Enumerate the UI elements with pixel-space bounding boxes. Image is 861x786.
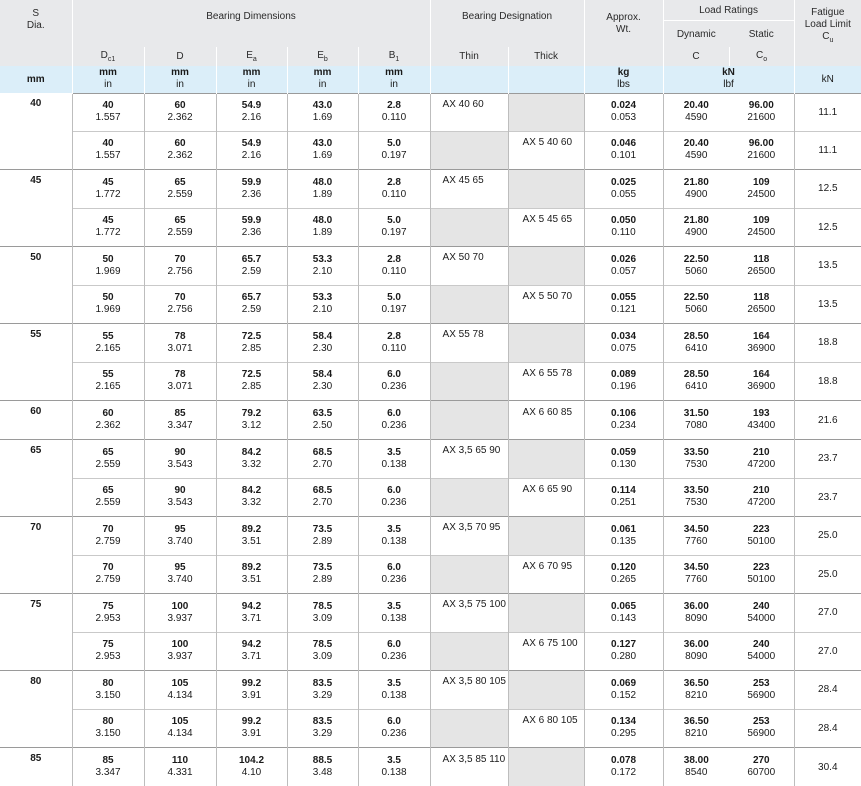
cell-d: 65 2.559 [144, 170, 216, 209]
unit-ea: mm in [216, 66, 287, 93]
cell-shaft: 40 [0, 93, 72, 131]
cell-wt: 0.050 0.110 [584, 208, 663, 247]
cell-eb: 68.5 2.70 [287, 440, 358, 479]
cell-co: 253 56900 [729, 671, 794, 710]
cell-thin: AX 3,5 65 90 [430, 440, 508, 479]
cell-c: 33.50 7530 [663, 478, 729, 517]
cell-cu: 30.4 [794, 748, 861, 786]
cell-thin [430, 478, 508, 517]
header-eb: $E_b$ [287, 47, 358, 66]
cell-eb: 83.5 3.29 [287, 671, 358, 710]
cell-cu: 23.7 [794, 440, 861, 479]
cell-dct: 80 3.150 [72, 671, 144, 710]
cell-b1: 3.5 0.138 [358, 748, 430, 786]
cell-b1: 2.8 0.110 [358, 324, 430, 363]
unit-dct: mm in [72, 66, 144, 93]
cell-shaft: 45 [0, 170, 72, 209]
cell-cu: 18.8 [794, 362, 861, 401]
cell-wt: 0.034 0.075 [584, 324, 663, 363]
unit-b1: mm in [358, 66, 430, 93]
cell-d: 78 3.071 [144, 362, 216, 401]
header-load-ratings: Load Ratings [663, 0, 794, 21]
cell-c: 36.00 8090 [663, 632, 729, 671]
cell-thin: AX 3,5 80 105 [430, 671, 508, 710]
cell-co: 253 56900 [729, 709, 794, 748]
cell-dct: 80 3.150 [72, 709, 144, 748]
cell-d: 100 3.937 [144, 632, 216, 671]
cell-thick [508, 594, 584, 633]
table-row [0, 131, 861, 170]
cell-co: 96.00 21600 [729, 93, 794, 131]
cell-thin [430, 285, 508, 324]
cell-b1: 6.0 0.236 [358, 401, 430, 440]
table-row [0, 671, 861, 710]
cell-shaft: 60 [0, 401, 72, 440]
cell-cu: 28.4 [794, 671, 861, 710]
cell-b1: 2.8 0.110 [358, 93, 430, 131]
cell-thick: AX 5 40 60 [508, 131, 584, 170]
cell-wt: 0.134 0.295 [584, 709, 663, 748]
cell-c: 36.50 8210 [663, 671, 729, 710]
cell-thick: AX 5 50 70 [508, 285, 584, 324]
cell-thin [430, 632, 508, 671]
cell-eb: 53.3 2.10 [287, 285, 358, 324]
cell-cu: 13.5 [794, 285, 861, 324]
cell-co: 118 26500 [729, 247, 794, 286]
cell-wt: 0.120 0.265 [584, 555, 663, 594]
cell-c: 33.50 7530 [663, 440, 729, 479]
cell-eb: 73.5 2.89 [287, 555, 358, 594]
cell-co: 270 60700 [729, 748, 794, 786]
table-row [0, 555, 861, 594]
cell-d: 70 2.756 [144, 285, 216, 324]
cell-eb: 53.3 2.10 [287, 247, 358, 286]
cell-thick [508, 671, 584, 710]
cell-wt: 0.127 0.280 [584, 632, 663, 671]
cell-ea: 72.5 2.85 [216, 362, 287, 401]
cell-d: 65 2.559 [144, 208, 216, 247]
cell-eb: 78.5 3.09 [287, 594, 358, 633]
cell-shaft [0, 632, 72, 671]
cell-shaft: 55 [0, 324, 72, 363]
cell-c: 21.80 4900 [663, 170, 729, 209]
cell-shaft [0, 131, 72, 170]
cell-c: 34.50 7760 [663, 517, 729, 556]
cell-cu: 18.8 [794, 324, 861, 363]
cell-eb: 43.0 1.69 [287, 131, 358, 170]
cell-c: 20.40 4590 [663, 131, 729, 170]
cell-thick [508, 93, 584, 131]
header-co: $C_o$ [729, 47, 794, 66]
cell-thick: AX 5 45 65 [508, 208, 584, 247]
cell-shaft [0, 555, 72, 594]
header-d: D [144, 47, 216, 66]
cell-cu: 25.0 [794, 555, 861, 594]
cell-eb: 73.5 2.89 [287, 517, 358, 556]
cell-thin: AX 3,5 85 110 [430, 748, 508, 786]
unit-load: kN lbf [663, 66, 794, 93]
table-row [0, 440, 861, 479]
cell-b1: 6.0 0.236 [358, 632, 430, 671]
cell-ea: 59.9 2.36 [216, 208, 287, 247]
cell-d: 95 3.740 [144, 517, 216, 556]
unit-d: mm in [144, 66, 216, 93]
table-row [0, 594, 861, 633]
cell-shaft: 50 [0, 247, 72, 286]
cell-thick [508, 324, 584, 363]
cell-d: 78 3.071 [144, 324, 216, 363]
cell-dct: 70 2.759 [72, 555, 144, 594]
cell-co: 109 24500 [729, 208, 794, 247]
cell-thin [430, 131, 508, 170]
cell-eb: 58.4 2.30 [287, 362, 358, 401]
cell-b1: 5.0 0.197 [358, 131, 430, 170]
cell-thin [430, 401, 508, 440]
cell-cu: 27.0 [794, 632, 861, 671]
cell-cu: 11.1 [794, 131, 861, 170]
cell-co: 240 54000 [729, 594, 794, 633]
cell-shaft: 65 [0, 440, 72, 479]
header-ea: $E_a$ [216, 47, 287, 66]
cell-dct: 65 2.559 [72, 478, 144, 517]
cell-ea: 65.7 2.59 [216, 285, 287, 324]
cell-cu: 25.0 [794, 517, 861, 556]
cell-cu: 12.5 [794, 208, 861, 247]
cell-dct: 60 2.362 [72, 401, 144, 440]
cell-eb: 43.0 1.69 [287, 93, 358, 131]
cell-b1: 3.5 0.138 [358, 440, 430, 479]
cell-thick: AX 6 60 85 [508, 401, 584, 440]
cell-b1: 6.0 0.236 [358, 362, 430, 401]
cell-ea: 65.7 2.59 [216, 247, 287, 286]
cell-thin [430, 362, 508, 401]
cell-shaft [0, 285, 72, 324]
cell-ea: 89.2 3.51 [216, 555, 287, 594]
cell-co: 164 36900 [729, 362, 794, 401]
cell-ea: 84.2 3.32 [216, 478, 287, 517]
cell-c: 28.50 6410 [663, 362, 729, 401]
table-row [0, 93, 861, 131]
cell-wt: 0.026 0.057 [584, 247, 663, 286]
units-row [0, 66, 861, 93]
table-row [0, 748, 861, 786]
cell-dct: 55 2.165 [72, 362, 144, 401]
cell-b1: 2.8 0.110 [358, 170, 430, 209]
table-row [0, 170, 861, 209]
cell-b1: 6.0 0.236 [358, 555, 430, 594]
header-thick: Thick [508, 47, 584, 66]
cell-thick: AX 6 70 95 [508, 555, 584, 594]
header-static: Static [729, 21, 794, 47]
cell-wt: 0.025 0.055 [584, 170, 663, 209]
cell-b1: 5.0 0.197 [358, 208, 430, 247]
cell-thick: AX 6 55 78 [508, 362, 584, 401]
cell-co: 240 54000 [729, 632, 794, 671]
cell-wt: 0.078 0.172 [584, 748, 663, 786]
cell-d: 110 4.331 [144, 748, 216, 786]
cell-thin [430, 555, 508, 594]
cell-shaft: 75 [0, 594, 72, 633]
table-row [0, 632, 861, 671]
unit-eb: mm in [287, 66, 358, 93]
cell-eb: 48.0 1.89 [287, 208, 358, 247]
cell-c: 36.00 8090 [663, 594, 729, 633]
cell-ea: 94.2 3.71 [216, 594, 287, 633]
cell-wt: 0.059 0.130 [584, 440, 663, 479]
cell-c: 34.50 7760 [663, 555, 729, 594]
cell-dct: 45 1.772 [72, 170, 144, 209]
cell-c: 31.50 7080 [663, 401, 729, 440]
table-row [0, 324, 861, 363]
header-b1: $B_1$ [358, 47, 430, 66]
cell-c: 21.80 4900 [663, 208, 729, 247]
cell-d: 105 4.134 [144, 709, 216, 748]
cell-co: 210 47200 [729, 440, 794, 479]
cell-shaft [0, 478, 72, 517]
cell-thin: AX 40 60 [430, 93, 508, 131]
cell-d: 85 3.347 [144, 401, 216, 440]
cell-co: 210 47200 [729, 478, 794, 517]
cell-thick [508, 247, 584, 286]
header-fatigue-load-limit: Fatigue Load Limit $C_u$ [794, 0, 861, 47]
cell-thick: AX 6 75 100 [508, 632, 584, 671]
cell-ea: 99.2 3.91 [216, 709, 287, 748]
cell-dct: 40 1.557 [72, 93, 144, 131]
header-dynamic: Dynamic [663, 21, 729, 47]
cell-co: 164 36900 [729, 324, 794, 363]
cell-dct: 40 1.557 [72, 131, 144, 170]
cell-b1: 6.0 0.236 [358, 709, 430, 748]
cell-wt: 0.089 0.196 [584, 362, 663, 401]
table-row [0, 517, 861, 556]
cell-thick: AX 6 80 105 [508, 709, 584, 748]
cell-shaft [0, 362, 72, 401]
cell-ea: 72.5 2.85 [216, 324, 287, 363]
cell-d: 100 3.937 [144, 594, 216, 633]
cell-eb: 88.5 3.48 [287, 748, 358, 786]
cell-cu: 23.7 [794, 478, 861, 517]
cell-b1: 2.8 0.110 [358, 247, 430, 286]
cell-cu: 28.4 [794, 709, 861, 748]
cell-wt: 0.061 0.135 [584, 517, 663, 556]
unit-wt: kg lbs [584, 66, 663, 93]
cell-ea: 84.2 3.32 [216, 440, 287, 479]
cell-eb: 83.5 3.29 [287, 709, 358, 748]
cell-eb: 58.4 2.30 [287, 324, 358, 363]
cell-thick: AX 6 65 90 [508, 478, 584, 517]
cell-c: 38.00 8540 [663, 748, 729, 786]
cell-thick [508, 748, 584, 786]
header-bearing-dimensions: Bearing Dimensions [72, 0, 430, 47]
cell-shaft: 85 [0, 748, 72, 786]
cell-b1: 3.5 0.138 [358, 594, 430, 633]
cell-b1: 3.5 0.138 [358, 671, 430, 710]
table-body [0, 93, 861, 786]
cell-d: 60 2.362 [144, 93, 216, 131]
cell-shaft [0, 709, 72, 748]
cell-dct: 45 1.772 [72, 208, 144, 247]
cell-dct: 55 2.165 [72, 324, 144, 363]
cell-dct: 50 1.969 [72, 285, 144, 324]
cell-dct: 75 2.953 [72, 632, 144, 671]
unit-fatigue: kN [794, 66, 861, 93]
cell-thick [508, 170, 584, 209]
cell-thin [430, 709, 508, 748]
cell-dct: 85 3.347 [72, 748, 144, 786]
cell-ea: 54.9 2.16 [216, 93, 287, 131]
cell-d: 60 2.362 [144, 131, 216, 170]
header-bearing-designation: Bearing Designation [430, 0, 584, 47]
cell-eb: 78.5 3.09 [287, 632, 358, 671]
cell-shaft: 70 [0, 517, 72, 556]
cell-dct: 65 2.559 [72, 440, 144, 479]
cell-wt: 0.069 0.152 [584, 671, 663, 710]
cell-ea: 89.2 3.51 [216, 517, 287, 556]
cell-d: 95 3.740 [144, 555, 216, 594]
cell-b1: 6.0 0.236 [358, 478, 430, 517]
cell-c: 22.50 5060 [663, 285, 729, 324]
table-row [0, 208, 861, 247]
cell-b1: 3.5 0.138 [358, 517, 430, 556]
cell-ea: 54.9 2.16 [216, 131, 287, 170]
unit-shaft: mm [0, 66, 72, 93]
cell-d: 90 3.543 [144, 440, 216, 479]
cell-co: 96.00 21600 [729, 131, 794, 170]
cell-thin [430, 208, 508, 247]
cell-d: 90 3.543 [144, 478, 216, 517]
cell-b1: 5.0 0.197 [358, 285, 430, 324]
header-thin: Thin [430, 47, 508, 66]
header-approx-wt: Approx. Wt. [584, 0, 663, 47]
cell-co: 223 50100 [729, 517, 794, 556]
header-dct: $D_{c1}$ [72, 47, 144, 66]
cell-wt: 0.065 0.143 [584, 594, 663, 633]
table-row [0, 709, 861, 748]
cell-cu: 12.5 [794, 170, 861, 209]
cell-c: 36.50 8210 [663, 709, 729, 748]
cell-cu: 21.6 [794, 401, 861, 440]
cell-ea: 99.2 3.91 [216, 671, 287, 710]
cell-thin: AX 50 70 [430, 247, 508, 286]
cell-wt: 0.046 0.101 [584, 131, 663, 170]
cell-ea: 104.2 4.10 [216, 748, 287, 786]
cell-co: 193 43400 [729, 401, 794, 440]
cell-thin: AX 55 78 [430, 324, 508, 363]
table-row [0, 478, 861, 517]
cell-eb: 63.5 2.50 [287, 401, 358, 440]
cell-wt: 0.114 0.251 [584, 478, 663, 517]
cell-wt: 0.106 0.234 [584, 401, 663, 440]
cell-cu: 13.5 [794, 247, 861, 286]
header-c: C [663, 47, 729, 66]
cell-eb: 48.0 1.89 [287, 170, 358, 209]
cell-c: 28.50 6410 [663, 324, 729, 363]
table-row [0, 362, 861, 401]
cell-thick [508, 517, 584, 556]
cell-d: 70 2.756 [144, 247, 216, 286]
cell-c: 20.40 4590 [663, 93, 729, 131]
cell-shaft [0, 208, 72, 247]
cell-dct: 75 2.953 [72, 594, 144, 633]
header-shaft-dia: S Dia. [0, 0, 72, 47]
cell-co: 109 24500 [729, 170, 794, 209]
cell-co: 118 26500 [729, 285, 794, 324]
cell-wt: 0.055 0.121 [584, 285, 663, 324]
cell-thin: AX 3,5 70 95 [430, 517, 508, 556]
cell-wt: 0.024 0.053 [584, 93, 663, 131]
cell-thin: AX 45 65 [430, 170, 508, 209]
cell-thick [508, 440, 584, 479]
cell-c: 22.50 5060 [663, 247, 729, 286]
cell-dct: 50 1.969 [72, 247, 144, 286]
cell-eb: 68.5 2.70 [287, 478, 358, 517]
cell-dct: 70 2.759 [72, 517, 144, 556]
table-row [0, 285, 861, 324]
cell-ea: 94.2 3.71 [216, 632, 287, 671]
cell-ea: 79.2 3.12 [216, 401, 287, 440]
cell-ea: 59.9 2.36 [216, 170, 287, 209]
cell-cu: 11.1 [794, 93, 861, 131]
cell-d: 105 4.134 [144, 671, 216, 710]
cell-thin: AX 3,5 75 100 [430, 594, 508, 633]
cell-shaft: 80 [0, 671, 72, 710]
table-row [0, 401, 861, 440]
cell-co: 223 50100 [729, 555, 794, 594]
cell-cu: 27.0 [794, 594, 861, 633]
table-row [0, 247, 861, 286]
